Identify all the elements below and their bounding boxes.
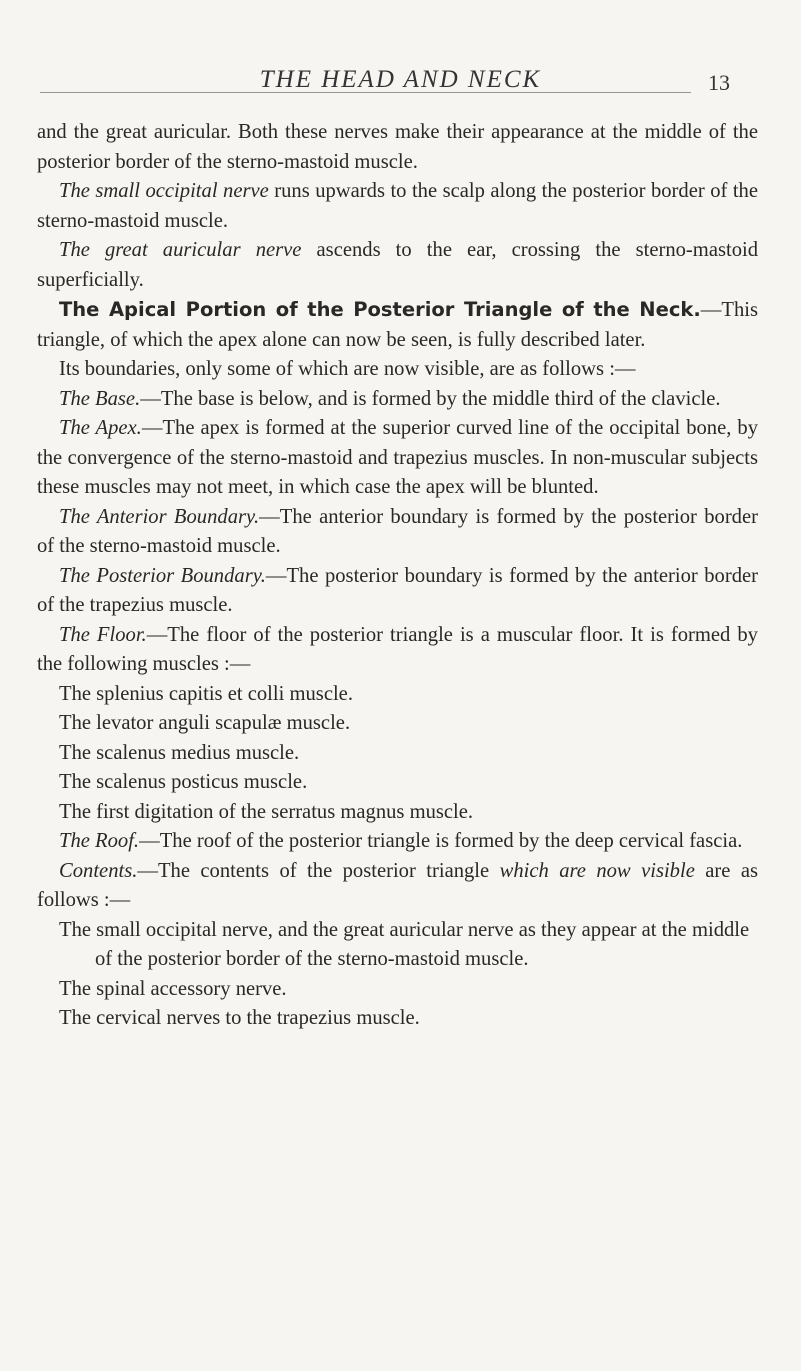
italic-label: Contents. <box>59 859 138 882</box>
italic-label: The small occipital nerve <box>59 180 269 202</box>
paragraph: The Anterior Boundary.—The anterior boundary is formed by the posterior border of the sterno-mastoid muscle. <box>37 505 758 557</box>
list-item: The cervical nerves to the trapezius muscle. <box>59 1007 420 1029</box>
italic-phrase: which are now visible <box>499 859 695 882</box>
running-head <box>0 66 801 106</box>
italic-label: The Floor. <box>59 623 147 646</box>
italic-label: The Roof. <box>59 830 140 852</box>
italic-label: The Posterior Boundary. <box>59 564 266 587</box>
section-heading: The Apical Portion of the Posterior Triangle of the Neck. <box>59 298 701 321</box>
italic-label: The Anterior Boundary. <box>59 505 260 528</box>
paragraph: The Base.—The base is below, and is formed by the middle third of the clavicle. <box>59 387 721 410</box>
paragraph: The Apex.—The apex is formed at the superior curved line of the occipital bone, by the convergence of the sterno-mastoid and trapezius muscles. In non-muscular subjects these muscles may not meet, in which case the apex will be blunted. <box>37 417 758 498</box>
paragraph: The Roof.—The roof of the posterior triangle is formed by the deep cervical fascia. <box>59 830 743 852</box>
list-item: The splenius capitis et colli muscle. <box>59 682 353 705</box>
list-item: The first digitation of the serratus magnus muscle. <box>59 800 474 823</box>
list-item: The levator anguli scapulæ muscle. <box>59 712 351 734</box>
paragraph: The Posterior Boundary.—The posterior boundary is formed by the anterior border of the trapezius muscle. <box>37 564 758 616</box>
paragraph: The small occipital nerve runs upwards to the scalp along the posterior border of the sterno-mastoid muscle. <box>37 180 758 232</box>
page-number: 13 <box>708 70 730 95</box>
list-item: The small occipital nerve, and the great auricular nerve as they appear at the middle of the posterior border of the sterno-mastoid muscle. <box>59 918 750 970</box>
italic-label: The Base. <box>59 387 141 410</box>
paragraph: Contents.—The contents of the posterior triangle which are now visible are as follows :— <box>37 859 758 911</box>
list-item: The spinal accessory nerve. <box>59 977 287 1000</box>
header-rule <box>40 92 691 93</box>
italic-label: The great auricular nerve <box>59 239 302 261</box>
paragraph: Its boundaries, only some of which are now visible, are as follows :— <box>59 358 636 380</box>
paragraph: The great auricular nerve ascends to the ear, crossing the sterno-mastoid superficially. <box>37 239 759 291</box>
body-text <box>37 118 758 1034</box>
running-head-title: THE HEAD AND NECK <box>259 66 542 93</box>
list-item: The scalenus posticus muscle. <box>59 771 308 793</box>
paragraph: and the great auricular. Both these nerves make their appearance at the middle of the posterior border of the sterno-mastoid muscle. <box>37 121 758 173</box>
paragraph: The Floor.—The floor of the posterior triangle is a muscular floor. It is formed by the following muscles :— <box>37 623 758 675</box>
list-item: The scalenus medius muscle. <box>59 741 300 764</box>
italic-label: The Apex. <box>59 417 142 439</box>
section-paragraph: The Apical Portion of the Posterior Triangle of the Neck.—This triangle, of which the apex alone can now be seen, is fully described later. <box>37 298 758 351</box>
